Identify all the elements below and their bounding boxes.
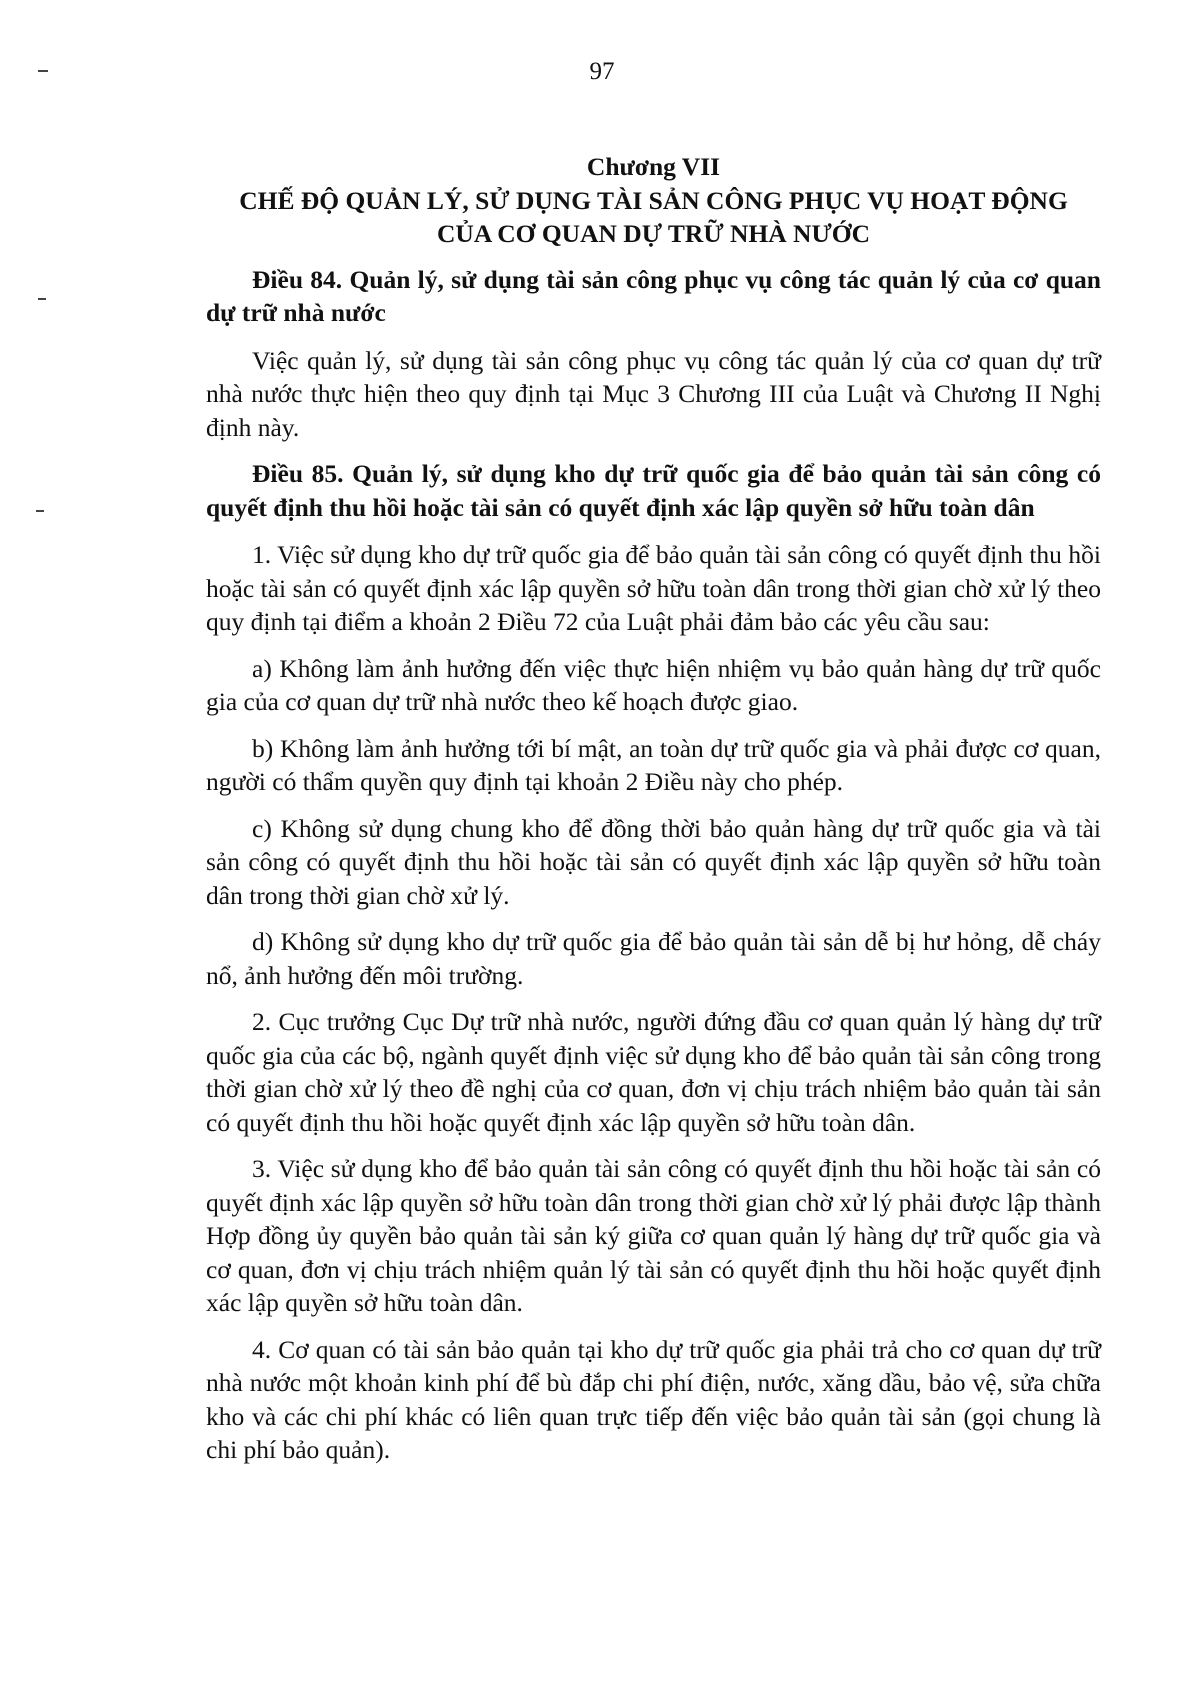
paragraph: 2. Cục trưởng Cục Dự trữ nhà nước, người đứng đầu cơ quan quản lý hàng dự trữ quốc gia của các bộ, ngành quyết định việc sử dụng kho để bảo quản tài sản công trong thời gian chờ xử lý theo đề nghị của cơ quan, đơn vị chịu trách nhiệm bảo quản tài sản có quyết định thu hồi hoặc quyết định xác lập quyền sở hữu toàn dân. bbox=[206, 1007, 1101, 1137]
paragraph: c) Không sử dụng chung kho để đồng thời bảo quản hàng dự trữ quốc gia và tài sản công có quyết định thu hồi hoặc tài sản có quyết định xác lập quyền sở hữu toàn dân trong thời gian chờ xử lý. bbox=[206, 813, 1101, 910]
chapter-title: CHẾ ĐỘ QUẢN LÝ, SỬ DỤNG TÀI SẢN CÔNG PHỤC VỤ HOẠT ĐỘNG CỦA CƠ QUAN DỰ TRỮ NHÀ NƯỚC bbox=[239, 185, 1068, 248]
paragraph: a) Không làm ảnh hưởng đến việc thực hiện nhiệm vụ bảo quản hàng dự trữ quốc gia của cơ quan dự trữ nhà nước theo kế hoạch được giao. bbox=[206, 653, 1101, 716]
paragraph: Việc quản lý, sử dụng tài sản công phục vụ công tác quản lý của cơ quan dự trữ nhà nước thực hiện theo quy định tại Mục 3 Chương III của Luật và Chương II Nghị định này. bbox=[206, 345, 1101, 442]
scan-margin-mark bbox=[36, 510, 44, 512]
article-heading: Điều 84. Quản lý, sử dụng tài sản công phục vụ công tác quản lý của cơ quan dự trữ nhà nước bbox=[206, 264, 1101, 327]
chapter-label: Chương VII bbox=[586, 152, 721, 181]
scan-margin-mark bbox=[38, 298, 46, 300]
document-body bbox=[206, 150, 1101, 1480]
paragraph: 3. Việc sử dụng kho để bảo quản tài sản công có quyết định thu hồi hoặc tài sản có quyết định xác lập quyền sở hữu toàn dân trong thời gian chờ xử lý phải được lập thành Hợp đồng ủy quyền bảo quản tài sản ký giữa cơ quan quản lý hàng dự trữ quốc gia và cơ quan, đơn vị chịu trách nhiệm quản lý tài sản có quyết định thu hồi hoặc quyết định xác lập quyền sở hữu toàn dân. bbox=[206, 1154, 1101, 1317]
paragraph: 1. Việc sử dụng kho dự trữ quốc gia để bảo quản tài sản công có quyết định thu hồi hoặc tài sản có quyết định xác lập quyền sở hữu toàn dân trong thời gian chờ xử lý theo quy định tại điểm a khoản 2 Điều 72 của Luật phải đảm bảo các yêu cầu sau: bbox=[206, 540, 1101, 636]
paragraph: 4. Cơ quan có tài sản bảo quản tại kho dự trữ quốc gia phải trả cho cơ quan dự trữ nhà nước một khoản kinh phí để bù đắp chi phí điện, nước, xăng dầu, bảo vệ, sửa chữa kho và các chi phí khác có liên quan trực tiếp đến việc bảo quản tài sản (gọi chung là chi phí bảo quản). bbox=[206, 1334, 1101, 1464]
paragraph: d) Không sử dụng kho dự trữ quốc gia để bảo quản tài sản dễ bị hư hỏng, dễ cháy nổ, ảnh hưởng đến môi trường. bbox=[206, 927, 1101, 990]
page-number: 97 bbox=[589, 58, 615, 85]
article-heading: Điều 85. Quản lý, sử dụng kho dự trữ quốc gia để bảo quản tài sản công có quyết định thu hồi hoặc tài sản có quyết định xác lập quyền sở hữu toàn dân bbox=[206, 459, 1101, 522]
paragraph: b) Không làm ảnh hưởng tới bí mật, an toàn dự trữ quốc gia và phải được cơ quan, người có thẩm quyền quy định tại khoản 2 Điều này cho phép. bbox=[206, 733, 1101, 796]
